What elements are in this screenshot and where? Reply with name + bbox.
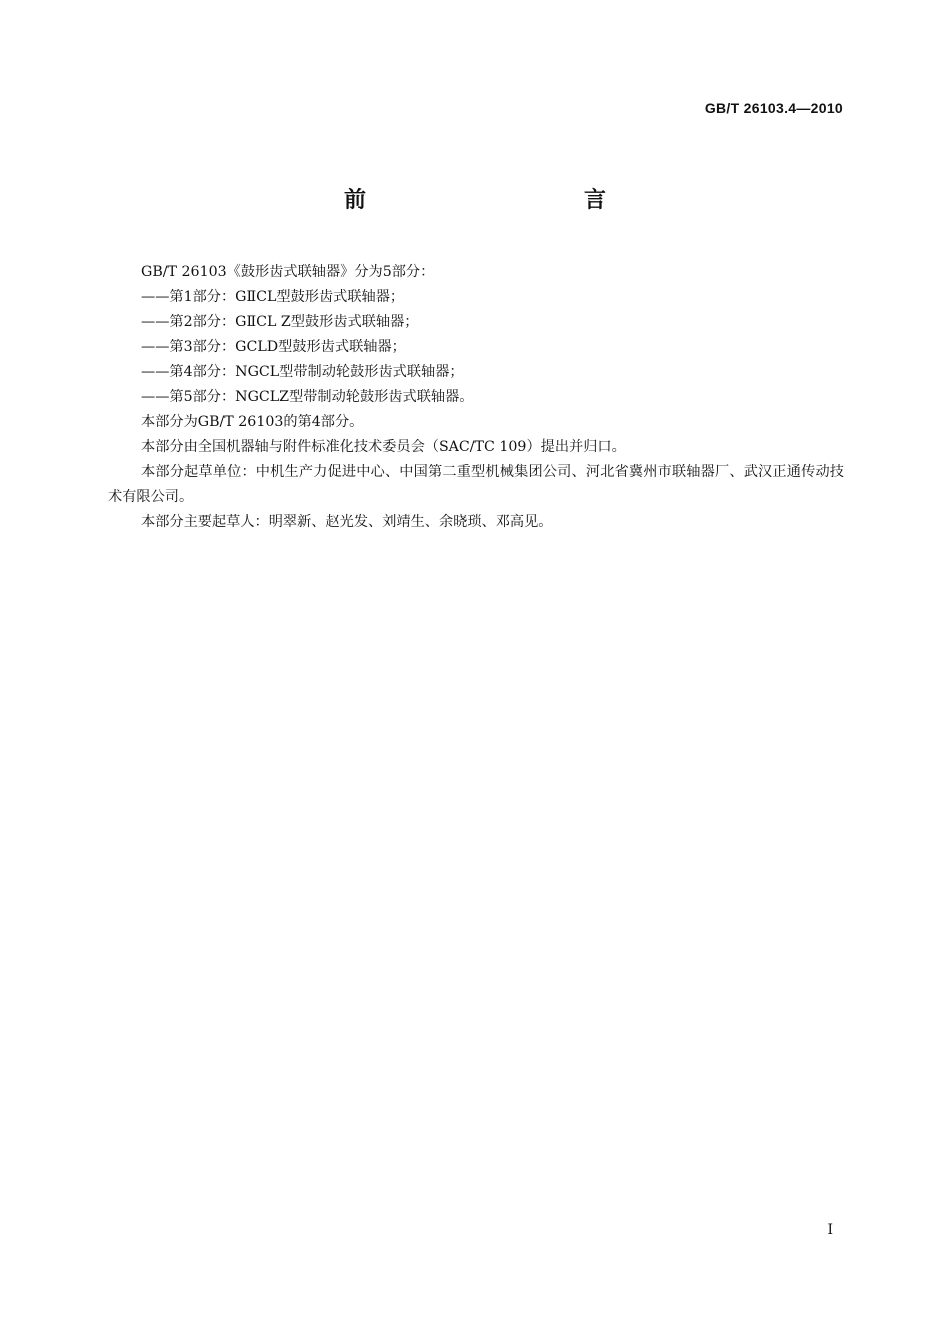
paragraph-this-part: 本部分为GB/T 26103的第4部分。 (141, 414, 364, 430)
paragraph-drafters: 本部分主要起草人：明翠新、赵光发、刘靖生、余晓琐、邓高见。 (141, 514, 553, 530)
paragraph-proposed-by: 本部分由全国机器轴与附件标准化技术委员会（SAC/TC 109）提出并归口。 (141, 439, 626, 455)
foreword-body (108, 260, 844, 535)
page-title: 前 言 (343, 188, 664, 213)
list-item-part-5: ——第5部分：NGCLZ型带制动轮鼓形齿式联轴器。 (141, 389, 474, 405)
list-item-part-2: ——第2部分：GⅡCL Z型鼓形齿式联轴器； (141, 314, 419, 330)
list-item-part-4: ——第4部分：NGCL型带制动轮鼓形齿式联轴器； (141, 364, 464, 380)
page-number: Ⅰ (827, 1223, 833, 1238)
paragraph-parts-overview: GB/T 26103《鼓形齿式联轴器》分为5部分： (141, 264, 435, 280)
list-item-part-1: ——第1部分：GⅡCL型鼓形齿式联轴器； (141, 289, 405, 305)
paragraph-drafting-units: 本部分起草单位：中机生产力促进中心、中国第二重型机械集团公司、河北省冀州市联轴器厂、武汉正通传动技术有限公司。 (108, 464, 844, 505)
list-item-part-3: ——第3部分：GCLD型鼓形齿式联轴器； (141, 339, 406, 355)
standard-code: GB/T 26103.4—2010 (704, 100, 843, 116)
